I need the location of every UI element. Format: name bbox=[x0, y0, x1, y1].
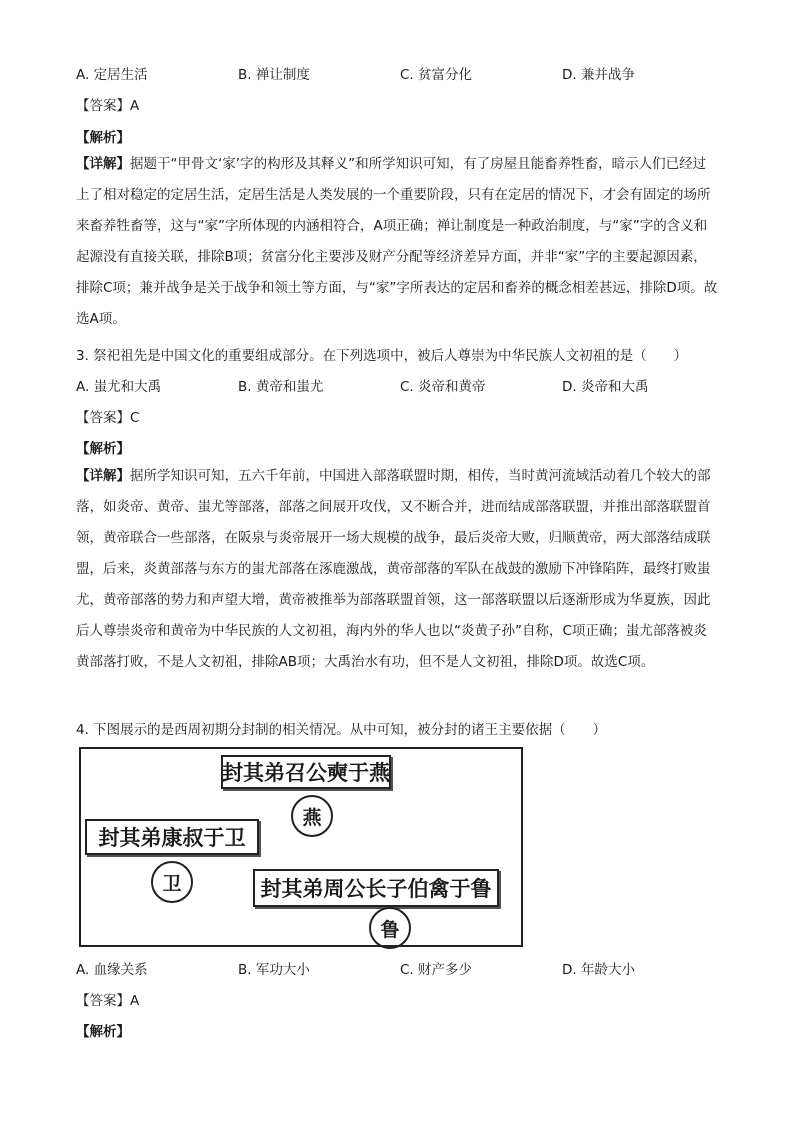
q4-option-c[interactable]: C. 财产多少 bbox=[400, 962, 473, 978]
q3-options bbox=[76, 375, 736, 397]
enfeoffment-figure bbox=[79, 747, 523, 947]
q2-option-c[interactable]: C. 贫富分化 bbox=[400, 67, 473, 83]
q2-detail-label: 【详解】 bbox=[76, 156, 130, 172]
q2-option-d[interactable]: D. 兼并战争 bbox=[562, 67, 635, 83]
q4-option-d[interactable]: D. 年龄大小 bbox=[562, 962, 635, 978]
q3-stem: 3. 祭祀祖先是中国文化的重要组成部分。在下列选项中，被后人尊崇为中华民族人文初祖的是（ ） bbox=[76, 348, 688, 364]
q4-option-b[interactable]: B. 军功大小 bbox=[238, 962, 310, 978]
q3-detail-label: 【详解】 bbox=[76, 468, 130, 484]
q3-option-a[interactable]: A. 蚩尤和大禹 bbox=[76, 379, 162, 395]
figure-circle-yan: 燕 bbox=[291, 795, 333, 837]
q4-options bbox=[76, 958, 736, 980]
q4-answer: 【答案】A bbox=[76, 993, 140, 1009]
q2-option-b[interactable]: B. 禅让制度 bbox=[238, 67, 310, 83]
figure-box-lu: 封其弟周公长子伯禽于鲁 bbox=[253, 869, 499, 907]
q3-option-c[interactable]: C. 炎帝和黄帝 bbox=[400, 379, 486, 395]
q2-answer: 【答案】A bbox=[76, 98, 140, 114]
q4-stem: 4. 下图展示的是西周初期分封制的相关情况。从中可知，被分封的诸王主要依据（ ） bbox=[76, 722, 607, 738]
figure-circle-lu: 鲁 bbox=[369, 907, 411, 949]
figure-box-wei: 封其弟康叔于卫 bbox=[85, 819, 259, 855]
q4-analysis-label: 【解析】 bbox=[76, 1024, 130, 1040]
q3-option-d[interactable]: D. 炎帝和大禹 bbox=[562, 379, 649, 395]
q4-option-a[interactable]: A. 血缘关系 bbox=[76, 962, 148, 978]
q2-detail-text: 据题干“甲骨文‘家’字的构形及其释义”和所学知识可知，有了房屋且能畜养牲畜，暗示人们已经过上了相对稳定的定居生活，定居生活是人类发展的一个重要阶段，只有在定居的情况下，才会有固定的场所来畜养牲畜等，这与“家”字所体现的内涵相符合，A项正确；禅让制度是一种政治制度，与“家”字的含义和起源没有直接关联，排除B项；贫富分化主要涉及财产分配等经济差异方面，并非“家”字的主要起源因素，排除C项；兼并战争是关于战争和领土等方面，与“家”字所表达的定居和畜养的概念相差甚远，排除D项。故选A项。 bbox=[76, 156, 718, 327]
q3-analysis-label: 【解析】 bbox=[76, 441, 130, 457]
q3-answer: 【答案】C bbox=[76, 410, 140, 426]
q3-option-b[interactable]: B. 黄帝和蚩尤 bbox=[238, 379, 324, 395]
q3-detail bbox=[76, 461, 718, 678]
q2-detail bbox=[76, 149, 718, 335]
q2-options bbox=[76, 63, 736, 85]
q3-detail-text: 据所学知识可知，五六千年前，中国进入部落联盟时期，相传，当时黄河流域活动着几个较大的部落，如炎帝、黄帝、蚩尤等部落，部落之间展开攻伐，又不断合并，进而结成部落联盟，并推出部落联盟首领，黄帝联合一些部落，在阪泉与炎帝展开一场大规模的战争，最后炎帝大败，归顺黄帝，两大部落结成联盟，后来，炎黄部落与东方的蚩尤部落在涿鹿激战，黄帝部落的军队在战鼓的激励下冲锋陷阵，最终打败蚩尤，黄帝部落的势力和声望大增，黄帝被推举为部落联盟首领，这一部落联盟以后逐渐形成为华夏族，因此后人尊崇炎帝和黄帝为中华民族的人文初祖，海内外的华人也以“炎黄子孙”自称，C项正确；蚩尤部落被炎黄部落打败，不是人文初祖，排除AB项；大禹治水有功，但不是人文初祖，排除D项。故选C项。 bbox=[76, 468, 711, 670]
figure-circle-wei: 卫 bbox=[151, 861, 193, 903]
q2-analysis-label: 【解析】 bbox=[76, 130, 130, 146]
q2-option-a[interactable]: A. 定居生活 bbox=[76, 67, 148, 83]
figure-box-yan: 封其弟召公奭于燕 bbox=[221, 755, 391, 789]
